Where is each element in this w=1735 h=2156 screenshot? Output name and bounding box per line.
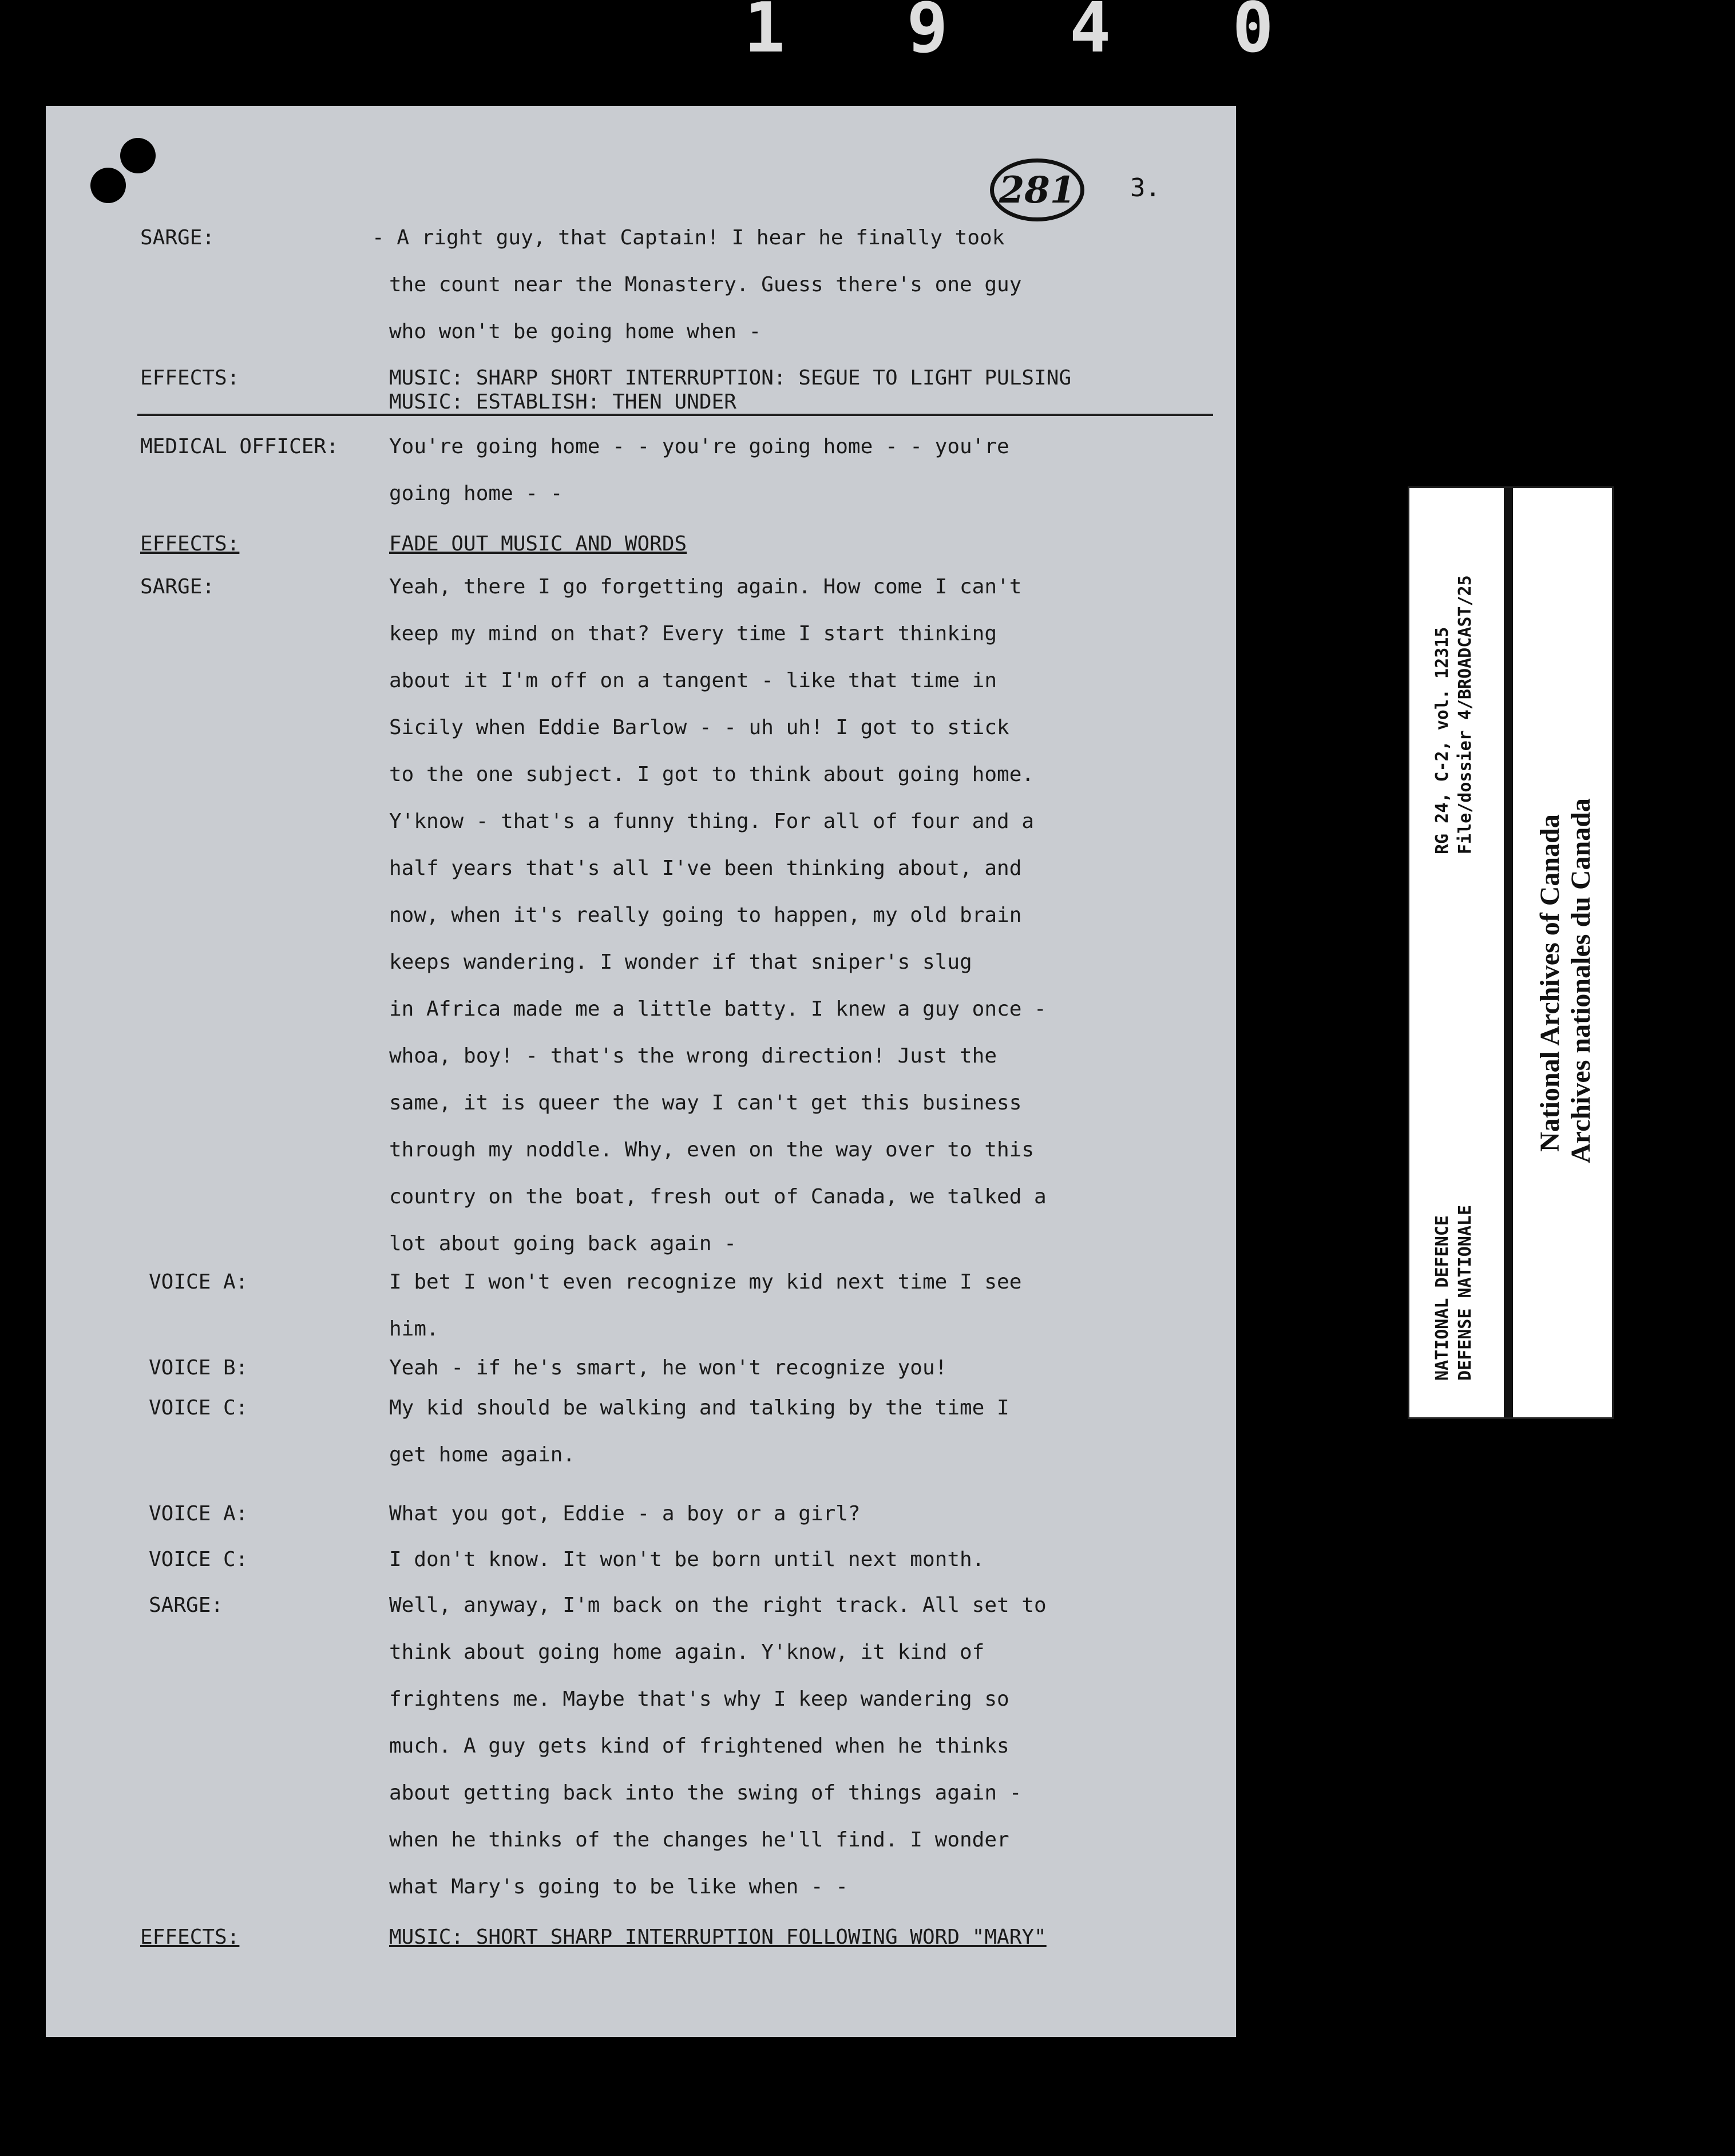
speaker-label: EFFECTS: xyxy=(140,532,240,556)
stamp-reference-line2: File/dossier 4/BROADCAST/25 xyxy=(1455,575,1475,854)
speaker-label: VOICE A: xyxy=(149,1502,248,1525)
speaker-label: SARGE: xyxy=(140,226,215,249)
dialogue-line: MUSIC: SHARP SHORT INTERRUPTION: SEGUE TO LIGHT PULSING xyxy=(389,366,1072,390)
dialogue-line: frightens me. Maybe that's why I keep wandering so xyxy=(389,1687,1009,1711)
stamp-archives-fr: Archives nationales du Canada xyxy=(1566,798,1596,1163)
dialogue-line: What you got, Eddie - a boy or a girl? xyxy=(389,1502,861,1525)
dialogue-line: same, it is queer the way I can't get this business xyxy=(389,1091,1022,1115)
dialogue-line: MUSIC: SHORT SHARP INTERRUPTION FOLLOWING WORD "MARY" xyxy=(389,1925,1047,1949)
stamp-divider xyxy=(1504,488,1513,1417)
page-number: 3. xyxy=(1130,173,1160,203)
dialogue-line: I bet I won't even recognize my kid next time I see xyxy=(389,1270,1022,1294)
dialogue-line: in Africa made me a little batty. I knew a guy once - xyxy=(389,997,1047,1021)
dialogue-line: when he thinks of the changes he'll find. I wonder xyxy=(389,1828,1009,1852)
dialogue-line: now, when it's really going to happen, my old brain xyxy=(389,903,1022,927)
dialogue-line: whoa, boy! - that's the wrong direction! Just the xyxy=(389,1044,997,1068)
dialogue-line: get home again. xyxy=(389,1443,576,1467)
speaker-label: VOICE C: xyxy=(149,1548,248,1571)
dialogue-line: - A right guy, that Captain! I hear he finally took xyxy=(372,226,1005,249)
dialogue-line: FADE OUT MUSIC AND WORDS xyxy=(389,532,687,556)
stamp-archives-en: National Archives of Canada xyxy=(1535,814,1565,1152)
dialogue-line: keep my mind on that? Every time I start thinking xyxy=(389,622,997,645)
effects-rule xyxy=(137,414,1213,416)
dialogue-line: to the one subject. I got to think about going home. xyxy=(389,763,1035,786)
frame-number: 1 9 4 0 xyxy=(744,0,1314,68)
dialogue-line: much. A guy gets kind of frightened when he thinks xyxy=(389,1734,1009,1758)
speaker-label: EFFECTS: xyxy=(140,366,240,390)
dialogue-line: Y'know - that's a funny thing. For all of four and a xyxy=(389,810,1035,833)
speaker-label: VOICE A: xyxy=(149,1270,248,1294)
dialogue-line: Sicily when Eddie Barlow - - uh uh! I got to stick xyxy=(389,716,1009,739)
speaker-label: MEDICAL OFFICER: xyxy=(140,435,339,458)
speaker-label: SARGE: xyxy=(149,1594,224,1617)
punch-hole xyxy=(90,168,126,203)
dialogue-line: him. xyxy=(389,1317,439,1341)
dialogue-line: about it I'm off on a tangent - like that time in xyxy=(389,669,997,692)
dialogue-line: Yeah - if he's smart, he won't recognize you! xyxy=(389,1356,948,1380)
speaker-label: SARGE: xyxy=(140,575,215,599)
dialogue-line: Well, anyway, I'm back on the right track. All set to xyxy=(389,1594,1047,1617)
dialogue-line: keeps wandering. I wonder if that sniper's slug xyxy=(389,950,972,974)
dialogue-line: going home - - xyxy=(389,482,563,505)
stamp-reference-line1: RG 24, C-2, vol. 12315 xyxy=(1432,627,1452,854)
archive-stamp xyxy=(1408,486,1614,1419)
dialogue-line: I don't know. It won't be born until next month. xyxy=(389,1548,985,1571)
dialogue-line: the count near the Monastery. Guess there's one guy xyxy=(389,273,1022,296)
dialogue-line: My kid should be walking and talking by the time I xyxy=(389,1396,1009,1420)
dialogue-line: half years that's all I've been thinking about, and xyxy=(389,857,1022,880)
dialogue-line: lot about going back again - xyxy=(389,1232,736,1255)
folio-number: 281 xyxy=(990,158,1084,221)
dialogue-line: think about going home again. Y'know, it kind of xyxy=(389,1640,985,1664)
script-page xyxy=(46,106,1236,2037)
punch-hole xyxy=(120,138,156,173)
dialogue-line: about getting back into the swing of things again - xyxy=(389,1781,1022,1805)
speaker-label: EFFECTS: xyxy=(140,1925,240,1949)
speaker-label: VOICE B: xyxy=(149,1356,248,1380)
dialogue-line: through my noddle. Why, even on the way over to this xyxy=(389,1138,1035,1162)
stamp-dept-line1: NATIONAL DEFENCE xyxy=(1432,1215,1452,1381)
dialogue-line: what Mary's going to be like when - - xyxy=(389,1875,848,1899)
stamp-dept-line2: DEFENSE NATIONALE xyxy=(1455,1204,1475,1381)
dialogue-line: Yeah, there I go forgetting again. How come I can't xyxy=(389,575,1022,599)
dialogue-line: country on the boat, fresh out of Canada, we talked a xyxy=(389,1185,1047,1208)
dialogue-line: MUSIC: ESTABLISH: THEN UNDER xyxy=(389,390,736,414)
speaker-label: VOICE C: xyxy=(149,1396,248,1420)
dialogue-line: who won't be going home when - xyxy=(389,320,762,343)
dialogue-line: You're going home - - you're going home - - you're xyxy=(389,435,1009,458)
